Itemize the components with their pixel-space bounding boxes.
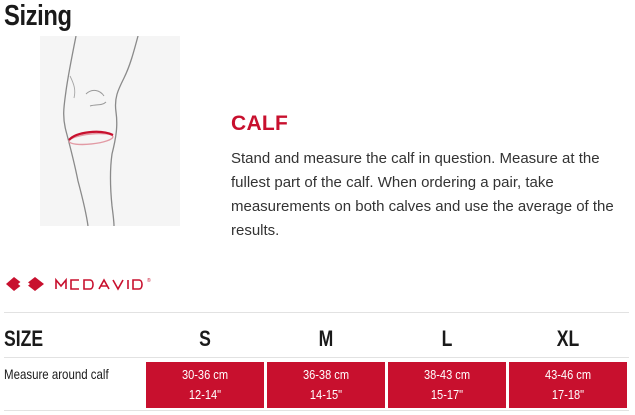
table-header-divider bbox=[4, 357, 629, 358]
size-cell-cm: 43-46 cm bbox=[544, 367, 592, 382]
size-cell-l bbox=[388, 362, 506, 408]
size-cell-inches: 17-18" bbox=[551, 387, 585, 402]
leg-calf-measurement-icon bbox=[40, 36, 180, 226]
mcdavid-m-logo-icon bbox=[4, 274, 174, 294]
size-cell-xl bbox=[509, 362, 627, 408]
row-label-calf: Measure around calf bbox=[4, 366, 109, 382]
size-header-xl: XL bbox=[556, 326, 580, 351]
size-cell-inches: 14-15" bbox=[309, 387, 343, 402]
size-cell-cm: 30-36 cm bbox=[181, 367, 229, 382]
size-cell-cm: 36-38 cm bbox=[302, 367, 350, 382]
mcdavid-logo bbox=[4, 274, 174, 294]
size-header-l: L bbox=[441, 326, 453, 351]
table-bottom-divider bbox=[4, 410, 629, 411]
calf-heading: CALF bbox=[231, 112, 289, 135]
size-column-header: SIZE bbox=[4, 326, 44, 351]
table-top-divider bbox=[4, 312, 629, 313]
size-cell-inches: 12-14" bbox=[188, 387, 222, 402]
size-header-m: M bbox=[318, 326, 334, 351]
leg-calf-illustration bbox=[40, 36, 180, 226]
size-cell-m bbox=[267, 362, 385, 408]
svg-text:®: ® bbox=[147, 278, 151, 284]
size-cell-inches: 15-17" bbox=[430, 387, 464, 402]
size-cell-s bbox=[146, 362, 264, 408]
page-title: Sizing bbox=[4, 0, 72, 32]
size-cell-cm: 38-43 cm bbox=[423, 367, 471, 382]
measurement-instructions: Stand and measure the calf in question. Measure at the fullest part of the calf. When ordering a pair, take measurements on both calves and use the average of the results. bbox=[231, 150, 614, 239]
size-header-s: S bbox=[199, 326, 211, 351]
